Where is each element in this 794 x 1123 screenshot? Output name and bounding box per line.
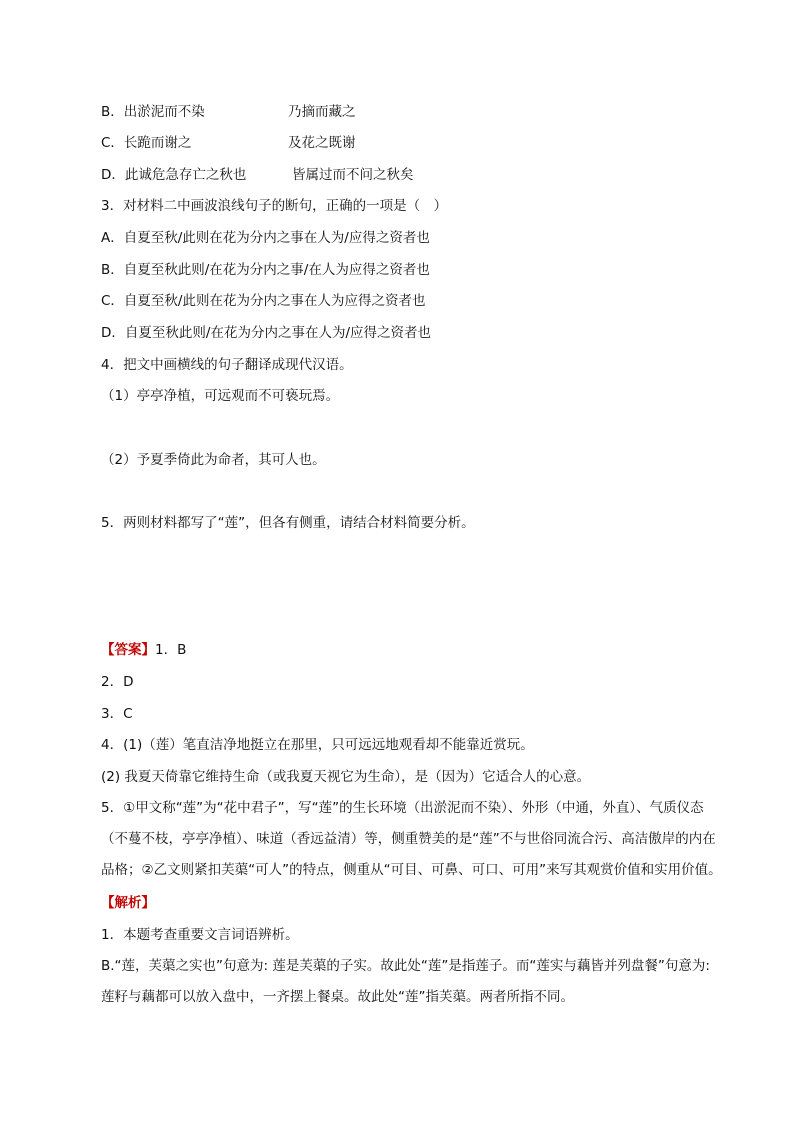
option-left-text: C．长跪而谢之 — [101, 135, 192, 151]
q2-option-c — [101, 134, 356, 152]
q4-item-1: （1）亭亭净植，可远观而不可亵玩焉。 — [101, 388, 340, 404]
answer-block-first — [101, 641, 186, 659]
answer-5-text: 5．①甲文称“莲”为“花中君子”，写“莲”的生长环境（出淤泥而不染）、外形（中通，外直）、气质仪态（不蔓不枝，亭亭净植）、味道（香远益清）等，侧重赞美的是“莲”不与世俗同流合污、高洁傲岸的内在品格；②乙文则紧扣芙蕖“可人”的特点，侧重从“可目、可鼻、可口、可用”来写其观赏价值和实用价值。 — [101, 800, 722, 878]
option-left-text: B．出淤泥而不染 — [101, 104, 205, 120]
answer-2: 2．D — [101, 674, 134, 690]
q5-stem: 5．两则材料都写了“莲”，但各有侧重，请结合材料简要分析。 — [101, 515, 475, 531]
q3-option-d: D．自夏至秋此则/在花为分内之事在人为/应得之资者也 — [101, 325, 431, 341]
answer-1: 1．B — [155, 642, 187, 658]
analysis-p2 — [72, 951, 724, 1013]
analysis-p1: 1．本题考查重要文言词语辨析。 — [101, 927, 299, 943]
q3-stem: 3．对材料二中画波浪线句子的断句，正确的一项是（ ） — [101, 198, 448, 214]
q3-option-a: A．自夏至秋/此则在花为分内之事在人为/应得之资者也 — [101, 230, 430, 246]
q3-option-c: C．自夏至秋/此则在花为分内之事在人为应得之资者也 — [101, 293, 426, 309]
option-right-text: 及花之既谢 — [288, 135, 356, 151]
analysis-p2-text: B.“莲，芙蕖之实也”句意为: 莲是芙蕖的子实。故此处“莲”是指莲子。而“莲实与藕皆并列盘餐”句意为: 莲籽与藕都可以放入盘中，一齐摆上餐桌。故此处“莲”指芙蕖。两者所指不同。 — [101, 958, 710, 1005]
q2-option-b — [101, 103, 356, 121]
answer-tag: 【答案】 — [101, 642, 155, 658]
answer-3: 3．C — [101, 706, 133, 722]
answer-5 — [72, 793, 724, 886]
q4-stem: 4．把文中画横线的句子翻译成现代汉语。 — [101, 357, 353, 373]
q3-option-b: B．自夏至秋此则/在花为分内之事/在人为应得之资者也 — [101, 262, 430, 278]
option-left-text: D．此诚危急存亡之秋也 — [101, 167, 247, 183]
option-right-text: 乃摘而藏之 — [288, 104, 356, 120]
q4-item-2: （2）予夏季倚此为命者，其可人也。 — [101, 452, 326, 468]
answer-4-2: (2) 我夏天倚靠它维持生命（或我夏天视它为生命），是（因为）它适合人的心意。 — [101, 769, 591, 785]
q2-option-d — [101, 166, 414, 184]
analysis-tag: 【解析】 — [101, 895, 155, 911]
option-right-text: 皆属过而不问之秋矣 — [292, 167, 414, 183]
answer-4-1: 4．(1)（莲）笔直洁净地挺立在那里，只可远远地观看却不能靠近赏玩。 — [101, 737, 534, 753]
